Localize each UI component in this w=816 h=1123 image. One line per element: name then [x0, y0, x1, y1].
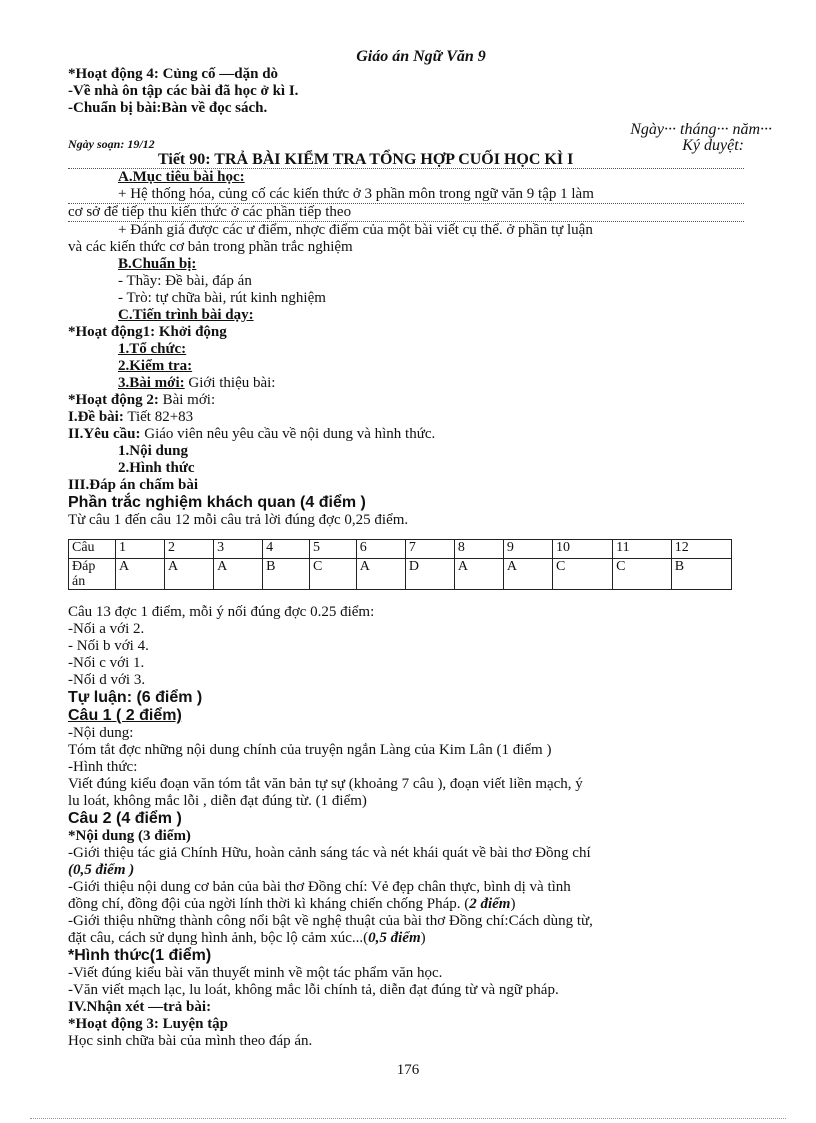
section-b-line-1: - Thầy: Đề bài, đáp án [118, 273, 252, 289]
question-13-c: -Nối c với 1. [68, 655, 145, 671]
answer-table [68, 539, 732, 590]
question-2-item-2b-text: đồng chí, đồng đội của ngời lính thời kì kháng chiến chống Pháp. ( [68, 896, 470, 912]
part-ii-item-1: 1.Nội dung [118, 443, 189, 459]
table-cell: 1 [116, 540, 165, 559]
table-cell: 12 [671, 540, 731, 559]
table-cell: A [116, 559, 165, 590]
table-cell: 10 [552, 540, 612, 559]
step-3 [68, 375, 744, 392]
page-number: 176 [396, 1062, 420, 1078]
step-2: 2.Kiểm tra: [118, 358, 193, 374]
table-cell: A [454, 559, 503, 590]
question-2-item-3b-text: đặt câu, cách sử dụng hình ảnh, bộc lộ cảm xúc...( [68, 930, 369, 946]
table-cell: C [613, 559, 672, 590]
section-b-title: B.Chuẩn bị: [118, 256, 197, 272]
activity-2-title: *Hoạt động 2: [68, 392, 159, 408]
objective-test-title: Phần trắc nghiệm khách quan (4 điểm ) [68, 494, 366, 511]
question-1-title: Câu 1 ( 2 điểm) [68, 707, 182, 724]
step-3-label: 3.Bài mới: [118, 375, 185, 391]
activity-1-title: *Hoạt động1: Khởi động [68, 324, 227, 340]
part-iv-title: IV.Nhận xét —trả bài: [68, 999, 212, 1015]
question-2-item-2b-points: 2 điểm [469, 896, 511, 912]
section-c-title: C.Tiến trình bài dạy: [118, 307, 254, 323]
table-cell: B [671, 559, 731, 590]
section-a-line-1b: cơ sở để tiếp thu kiến thức ở các phần tiếp theo [68, 204, 744, 222]
table-cell: A [356, 559, 405, 590]
table-cell: 6 [356, 540, 405, 559]
table-cell: A [214, 559, 263, 590]
objective-test-text: Từ câu 1 đến câu 12 mỗi câu trả lời đúng đợc 0,25 điểm. [68, 512, 409, 528]
question-2-item-2a: -Giới thiệu nội dung cơ bản của bài thơ Đồng chí: Vẻ đẹp chân thực, bình dị và tình [68, 879, 571, 895]
part-ii-item-2: 2.Hình thức [118, 460, 195, 476]
table-cell: B [263, 559, 310, 590]
activity-4-title: *Hoạt động 4: Củng cố —dặn dò [68, 66, 279, 82]
table-cell: 3 [214, 540, 263, 559]
essay-title: Tự luận: (6 điểm ) [68, 689, 203, 706]
question-2-form-label: *Hình thức(1 điểm) [68, 947, 212, 964]
activity-2 [68, 392, 744, 409]
lesson-title: Tiết 90: TRẢ BÀI KIỂM TRA TỔNG HỢP CUỐI HỌC KÌ I [68, 151, 744, 169]
question-1-form-2: lu loát, không mắc lỗi , diễn đạt đúng từ. (1 điểm) [68, 793, 367, 809]
question-13-a: -Nối a với 2. [68, 621, 145, 637]
table-cell: C [552, 559, 612, 590]
question-13-d: -Nối d với 3. [68, 672, 146, 688]
question-2-item-3b: đặt câu, cách sử dụng hình ảnh, bộc lộ cảm xúc...(0,5 điểm) [68, 930, 426, 946]
step-3-text: Giới thiệu bài: [188, 375, 276, 391]
question-1-content-label: -Nội dung: [68, 725, 134, 741]
part-iii-title: III.Đáp án chấm bài [68, 477, 199, 493]
question-2-item-2b: đồng chí, đồng đội của ngời lính thời kì kháng chiến chống Pháp. (2 điểm) [68, 896, 516, 912]
table-cell: 8 [454, 540, 503, 559]
activity-4-line-1: -Về nhà ôn tập các bài đã học ở kì I. [68, 83, 299, 99]
question-2-item-3a: -Giới thiệu những thành công nổi bật về nghệ thuật của bài thơ Đồng chí:Cách dùng từ, [68, 913, 593, 929]
question-2-form-1: -Viết đúng kiểu bài văn thuyết minh về một tác phẩm văn học. [68, 965, 443, 981]
question-2-content-label: *Nội dung (3 điểm) [68, 828, 191, 844]
activity-4-line-2: -Chuẩn bị bài:Bàn về đọc sách. [68, 100, 268, 116]
table-cell: 5 [309, 540, 356, 559]
table-cell: 7 [405, 540, 454, 559]
table-row-answers [69, 559, 732, 590]
part-i-label: I.Đề bài: [68, 409, 124, 425]
approval-label: Ký duyệt: [682, 137, 744, 154]
activity-2-text: Bài mới: [162, 392, 216, 408]
activity-3-text: Học sinh chữa bài của mình theo đáp án. [68, 1033, 313, 1049]
question-1-content: Tóm tắt đợc những nội dung chính của truyện ngắn Làng của Kim Lân (1 điểm ) [68, 742, 552, 758]
section-a-line-2b: và các kiến thức cơ bản trong phần trắc nghiệm [68, 239, 353, 255]
question-2-item-1a: -Giới thiệu tác giả Chính Hữu, hoàn cảnh sáng tác và nét khái quát về bài thơ Đồng chí [68, 845, 591, 861]
question-2-title: Câu 2 (4 điểm ) [68, 810, 182, 827]
question-13: Câu 13 đợc 1 điểm, mỗi ý nối đúng đợc 0.25 điểm: [68, 604, 375, 620]
table-cell: A [503, 559, 552, 590]
table-cell: 2 [165, 540, 214, 559]
date-prepared: Ngày soạn: 19/12 [68, 137, 155, 151]
question-1-form-1: Viết đúng kiểu đoạn văn tóm tắt văn bản tự sự (khoảng 7 câu ), đoạn viết liền mạch, ý [68, 776, 583, 792]
part-ii-label: II.Yêu cầu: [68, 426, 141, 442]
question-1-form-label: -Hình thức: [68, 759, 138, 775]
table-row-label: Câu [69, 540, 116, 559]
question-2-item-1b: (0,5 điểm ) [68, 862, 135, 878]
section-a-title: A.Mục tiêu bài học: [118, 169, 245, 185]
section-a-line-1: + Hệ thống hóa, củng cố các kiến thức ở 3 phần môn trong ngữ văn 9 tập 1 làm [68, 186, 744, 204]
table-row-questions [69, 540, 732, 559]
part-i [68, 409, 744, 426]
table-cell: A [165, 559, 214, 590]
question-2-item-3b-points: 0,5 điểm [368, 930, 421, 946]
table-cell: 4 [263, 540, 310, 559]
section-a-line-2: + Đánh giá được các ư điểm, nhợc điểm của một bài viết cụ thể. ở phần tự luận [118, 222, 593, 238]
activity-3-title: *Hoạt động 3: Luyện tập [68, 1016, 229, 1032]
part-ii [68, 426, 744, 443]
page-header: Giáo án Ngữ Văn 9 [356, 48, 486, 65]
page-bottom-rule [30, 1118, 786, 1119]
step-1: 1.Tổ chức: [118, 341, 187, 357]
table-cell: 11 [613, 540, 672, 559]
section-b-line-2: - Trò: tự chữa bài, rút kinh nghiệm [118, 290, 326, 306]
question-13-b: - Nối b với 4. [68, 638, 149, 654]
table-row-label: Đáp án [69, 559, 116, 590]
document-page [68, 48, 772, 1050]
question-2-form-2: -Văn viết mạch lạc, lu loát, không mắc lỗi chính tả, diễn đạt đúng từ và ngữ pháp. [68, 982, 559, 998]
table-cell: C [309, 559, 356, 590]
part-i-text: Tiết 82+83 [127, 409, 194, 425]
table-cell: 9 [503, 540, 552, 559]
part-ii-text: Giáo viên nêu yêu cầu về nội dung và hình thức. [144, 426, 436, 442]
date-block [68, 117, 772, 154]
date-right: Ngày··· tháng··· năm··· [630, 121, 772, 138]
table-cell: D [405, 559, 454, 590]
